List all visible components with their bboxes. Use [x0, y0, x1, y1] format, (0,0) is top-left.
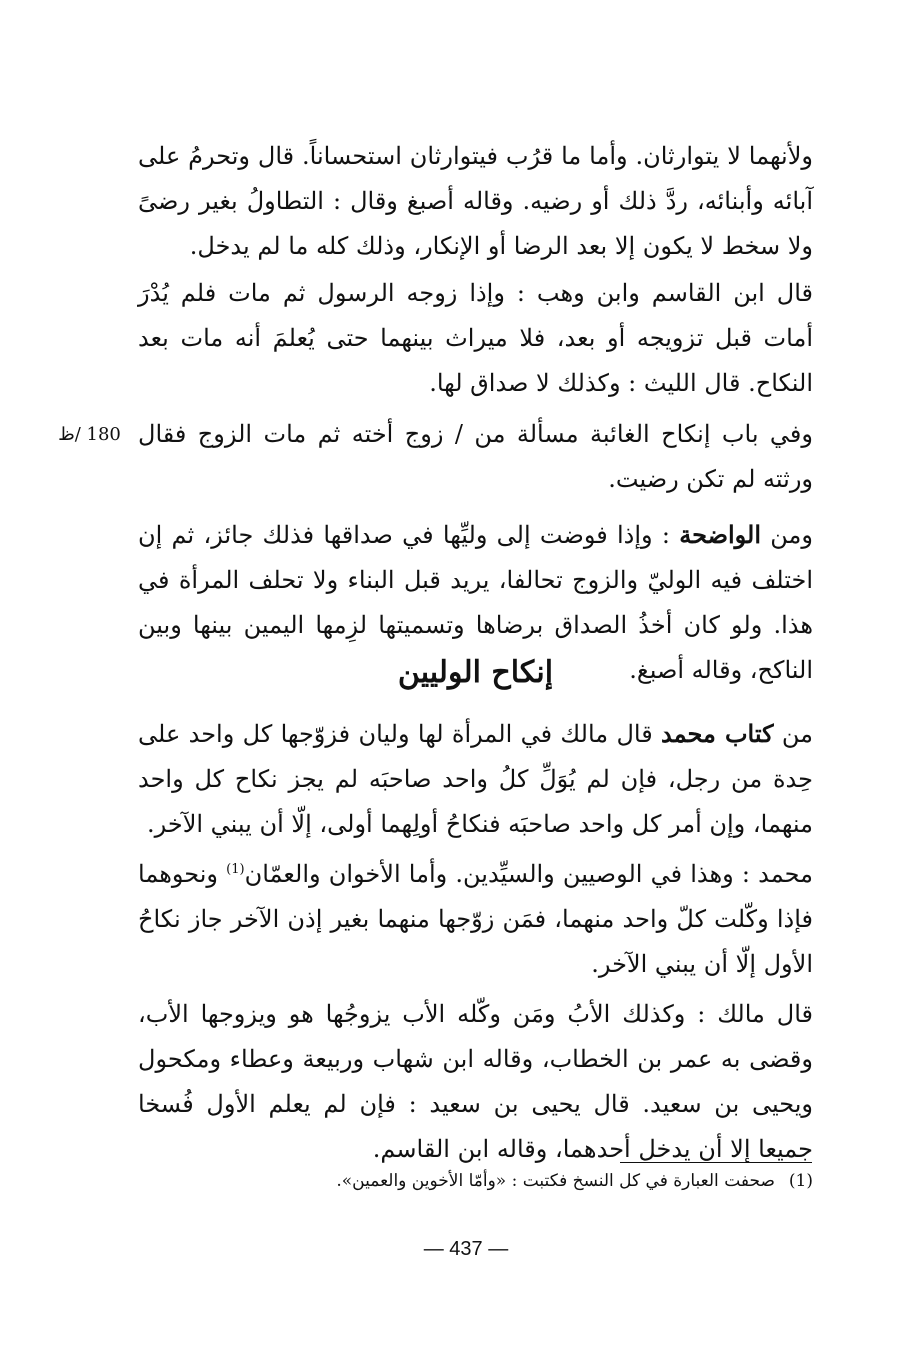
footnote-text: صحفت العبارة في كل النسخ فكتبت : «وأمّا الأخوين والعمين». [336, 1171, 775, 1191]
paragraph-3-text: وفي باب إنكاح الغائبة مسألة من / زوج أخته ثم مات الزوج فقال ورثته لم تكن رضيت. [138, 420, 813, 493]
paragraph-2 [138, 271, 813, 406]
footnote-number: (1) [788, 1171, 813, 1191]
paragraph-5-body: قال مالك في المرأة لها وليان فزوّجها كل واحد على حِدة من رجل، فإن لم يُوَلِّ كلُ واحد صاحبَه لم يجز نكاح كل واحد منهما، وإن أمر كل واحد صاحبَه فنكاحُ أولِهما أولى، إلّا أن يبني الآخر. [138, 720, 813, 838]
paragraph-2-text: قال ابن القاسم وابن وهب : وإذا زوجه الرسول ثم مات فلم يُدْرَ أمات قبل تزويجه أو بعد، فلا ميراث بينهما حتى يُعلمَ أنه مات بعد النكاح. قال الليث : وكذلك لا صداق لها. [138, 279, 813, 397]
paragraph-6 [138, 852, 813, 987]
paragraph-5-source-title: كتاب محمد [661, 719, 774, 748]
paragraph-6-lead: محمد : وهذا في الوصيين والسيِّدين. وأما الأخوان والعمّان [244, 860, 813, 888]
paragraph-4-body: : وإذا فوضت إلى وليِّها في صداقها فذلك جائز، ثم إن اختلف فيه الوليّ والزوج تحالفا، يريد قبل البناء ولا تحلف المرأة في هذا. ولو كان أخذُ الصداق برضاها وتسميتها لزِمها اليمين بينها وبين الناكح، وقاله أصبغ. [138, 521, 814, 684]
paragraph-1-text: ولأنهما لا يتوارثان. وأما ما قرُب فيتوارثان استحساناً. قال وتحرمُ على آبائه وأبنائه، ردَّ ذلك أو رضيه. وقاله أصبغ وقال : التطاولُ بغير رضىً ولا سخط لا يكون إلا بعد الرضا أو الإنكار، وذلك كله ما لم يدخل. [138, 142, 813, 260]
paragraph-5 [138, 711, 813, 847]
paragraph-7-text: قال مالك : وكذلك الأبُ ومَن وكّله الأب يزوجُها هو ويزوجها الأب، وقضى به عمر بن الخطاب، وقاله ابن شهاب وربيعة وعطاء ومكحول ويحيى بن سعيد. قال يحيى بن سعيد : فإن لم يعلم الأول فُسخا جميعا إلا أن يدخل أحدهما، وقاله ابن القاسم. [138, 1000, 813, 1163]
paragraph-3 [138, 412, 813, 502]
footnote-divider [620, 1162, 812, 1163]
paragraph-1 [138, 134, 813, 269]
marginal-folio-note: 180 /ظ [58, 424, 121, 445]
paragraph-6-body: ونحوهما فإذا وكّلت كلّ واحد منهما، فمَن زوّجها منهما بغير إذن الآخر جاز نكاحُ الأول إلّا أن يبني الآخر. [138, 860, 813, 978]
paragraph-4-source-title: الواضحة [679, 520, 762, 549]
paragraph-7 [138, 992, 813, 1172]
section-heading: إنكاح الوليين [397, 655, 554, 690]
page-number: — 437 — [423, 1238, 509, 1260]
paragraph-5-text [138, 711, 813, 847]
footnote-reference: (1) [226, 862, 245, 877]
paragraph-6-text [138, 852, 813, 987]
footnote [330, 1166, 813, 1196]
paragraph-5-lead: من [773, 720, 813, 748]
paragraph-4-lead: ومن [761, 521, 814, 549]
